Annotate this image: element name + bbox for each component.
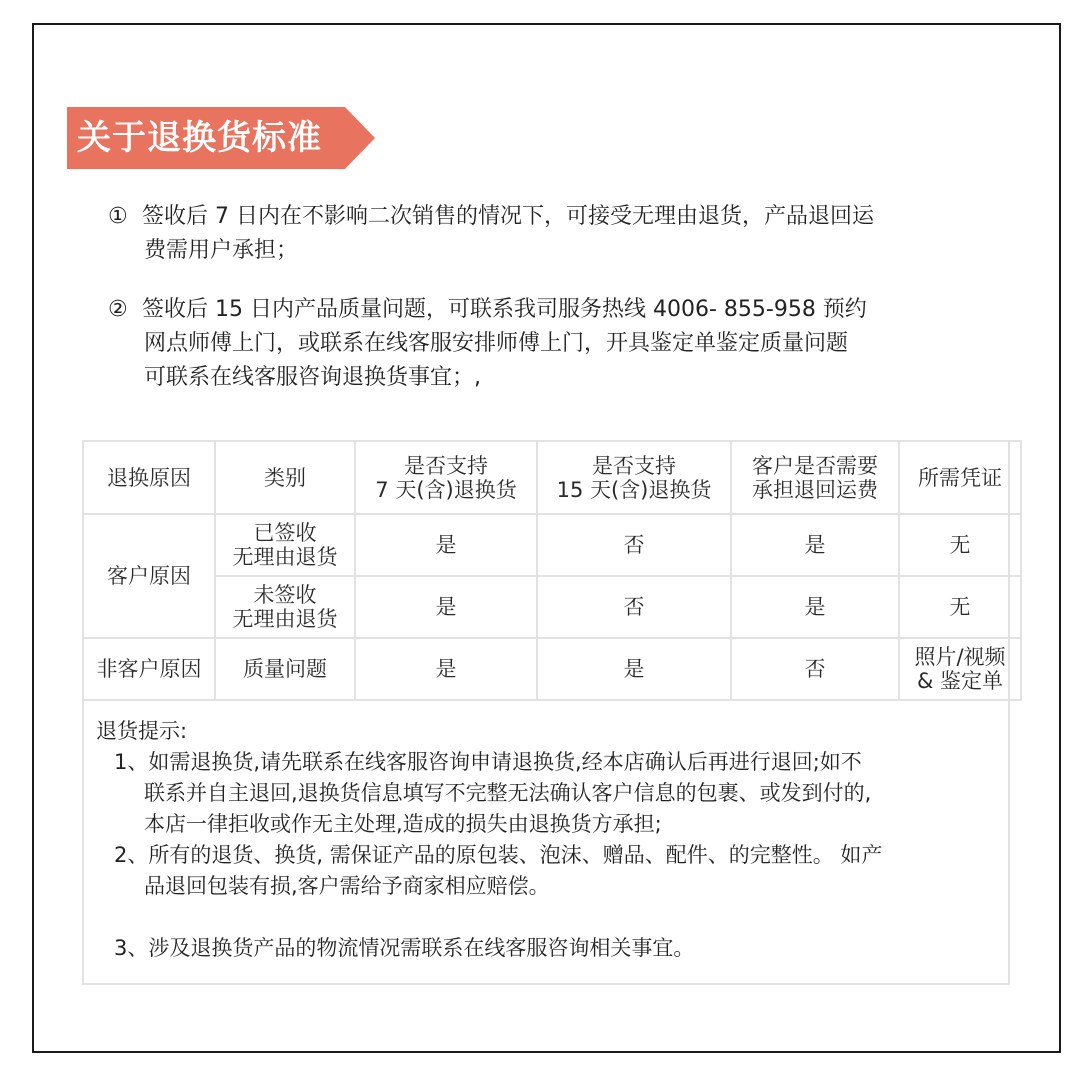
circled-number-2: ② (108, 297, 128, 322)
category-cell: 已签收 无理由退货 (215, 514, 355, 576)
header-category: 类别 (215, 441, 355, 514)
proof-cell: 无 (899, 514, 1021, 576)
table-row (83, 638, 1021, 700)
pay-shipping-cell: 是 (731, 514, 899, 576)
note-item-3: 3、涉及退换货产品的物流情况需联系在线客服咨询相关事宜。 (114, 936, 695, 960)
note-item-1: 1、如需退换货,请先联系在线客服咨询申请退换货,经本店确认后再进行退回;如不 (114, 750, 862, 774)
category-cell: 未签收 无理由退货 (215, 576, 355, 638)
pay-shipping-cell: 是 (731, 576, 899, 638)
header-support-15day: 是否支持 15 天(含)退换货 (537, 441, 731, 514)
table-header-row (83, 441, 1021, 514)
policy-item-2: ② 签收后 15 日内产品质量问题，可联系我司服务热线 4006- 855-958 预约 网点师傅上门，或联系在线客服安排师傅上门，开具鉴定单鉴定质量问题 可联系在线客服咨询退换货事宜；, (108, 293, 867, 395)
policy-item-1: ① 签收后 7 日内在不影响二次销售的情况下，可接受无理由退货，产品退回运 费需用户承担； (108, 200, 874, 268)
proof-cell: 无 (899, 576, 1021, 638)
return-notes: 退货提示: 1、如需退换货,请先联系在线客服咨询申请退换货,经本店确认后再进行退回;如不 联系并自主退回,退换货信息填写不完整无法确认客户信息的包裹、或发到付的, 本店一律拒收或作无主处理,造成的损失由退换货方承担; 2、所有的退货、换货, 需保证产品的原包装、泡沫、赠品、配件、的完整性。 如产 品退回包装有损,客户需给予商家相应赔偿。 3、涉及退换货产品的物流情况需联系在线客服咨询相关事宜。 (96, 716, 882, 964)
support15-cell: 否 (537, 514, 731, 576)
header-reason: 退换原因 (83, 441, 215, 514)
pay-shipping-cell: 否 (731, 638, 899, 700)
support7-cell: 是 (355, 514, 537, 576)
proof-cell: 照片/视频 & 鉴定单 (899, 638, 1021, 700)
reason-cell: 非客户原因 (83, 638, 215, 700)
reason-cell: 客户原因 (83, 514, 215, 638)
support7-cell: 是 (355, 638, 537, 700)
section-title-banner: 关于退换货标准 (67, 107, 345, 169)
support7-cell: 是 (355, 576, 537, 638)
table-row (83, 514, 1021, 576)
note-item-2: 2、所有的退货、换货, 需保证产品的原包装、泡沫、赠品、配件、的完整性。 如产 (114, 843, 883, 867)
notes-title: 退货提示: (96, 719, 188, 743)
return-policy-table (82, 440, 1022, 701)
header-proof: 所需凭证 (899, 441, 1021, 514)
table-row (83, 576, 1021, 638)
support15-cell: 否 (537, 576, 731, 638)
support15-cell: 是 (537, 638, 731, 700)
spacer (96, 902, 882, 933)
category-cell: 质量问题 (215, 638, 355, 700)
header-pay-shipping: 客户是否需要 承担退回运费 (731, 441, 899, 514)
banner-arrow-shape (345, 107, 375, 169)
circled-number-1: ① (108, 204, 128, 229)
header-support-7day: 是否支持 7 天(含)退换货 (355, 441, 537, 514)
